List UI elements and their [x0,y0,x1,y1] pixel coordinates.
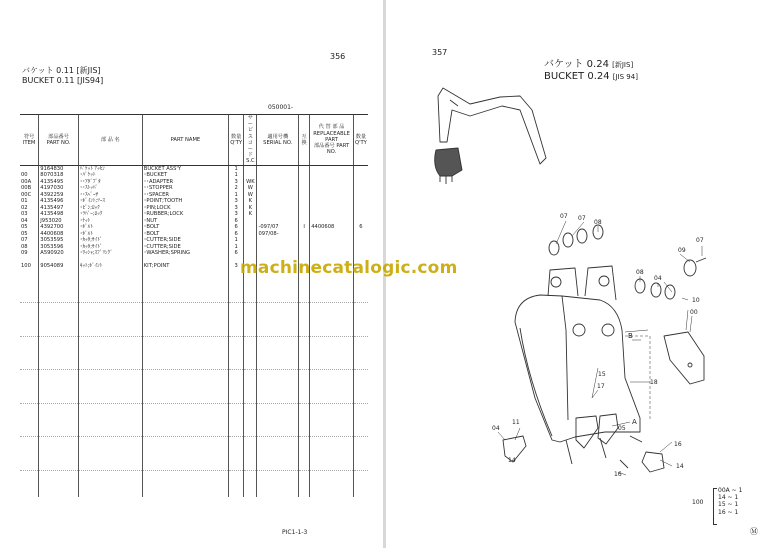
col-replaceable-qty: 数量 Q'TY [353,115,368,166]
corner-mark: Ⓜ [750,527,758,536]
cell-pno: 9164830 [39,165,79,172]
kit-composition: 100 [692,499,704,506]
left-page-footer: PIC1-1-3 [282,529,308,536]
reference-letter: A [632,418,637,426]
callout-label: 16 [674,441,682,448]
right-page-title-en: BUCKET 0.24 [JIS 94] [544,71,638,82]
cell-sym: 01 [21,198,28,205]
cell-jp: ･ﾜｯｼｬ;ｽﾌﾟﾘﾝｸﾞ [78,250,142,257]
col-interchange: 互換 [299,115,310,166]
cell-qty: 3 [229,179,244,186]
col-part-no: 部品番号 PART NO. [39,115,79,166]
callout-label: 07 [696,237,704,244]
cell-en: ･BOLT [142,231,228,238]
cell-pno: 4392259 [39,192,79,199]
cell-qty: 3 [229,263,244,270]
left-page-title-jp: バケット 0.11 [新JIS] [22,66,101,75]
pin-washers [549,225,706,299]
callout-label: 18 [650,379,658,386]
cell-en: ･POINT;TOOTH [142,198,228,205]
callout-label: 15 [598,371,606,378]
cell-qty: 1 [229,192,244,199]
kit-brace [713,488,717,525]
serial-header: 050001- [268,104,294,111]
right-page-title-jp: バケット 0.24 [新JIS] [544,59,634,70]
cell-qty: 1 [229,172,244,179]
callout-label: 05 [618,425,626,432]
cell-sym: 100 [21,263,31,270]
cell-pno: A590920 [39,250,79,257]
cell-pno: 4135495 [39,179,79,186]
cell-jp: ･ﾋﾟﾝ;ﾛｯｸ [78,205,142,212]
callout-label: 07 [560,213,568,220]
cell-en: ･NUT [142,218,228,225]
cell-pno: J953020 [39,218,79,225]
kit-lines: 00A ~ 1 14 ~ 1 15 ~ 1 16 ~ 1 [718,487,743,516]
cell-sym: 00C [21,191,32,198]
col-part-name: PART NAME [142,115,228,166]
cell-sym: 00 [21,172,28,179]
callout-label: 11 [512,419,520,426]
cell-pno: 4135498 [39,211,79,218]
callout-label: 17 [597,383,605,390]
cell-sc: K [244,198,257,205]
col-qty: 数量 Q'TY [229,115,244,166]
cell-jp: ･ﾎﾟｲﾝﾄ;ﾂｰｽ [78,198,142,205]
cell-qty: 3 [229,205,244,212]
callout-label: 07 [578,215,586,222]
cell-jp: ･･ｽﾄｯﾊﾟ [78,185,142,192]
cell-rq: 6 [353,224,368,231]
cell-qty: 3 [229,211,244,218]
cell-jp: ･ﾎﾞﾙﾄ [78,231,142,238]
cell-qty: 6 [229,250,244,257]
callout-label: 04 [492,425,500,432]
cell-qty: 1 [229,165,244,172]
cell-en: KIT;POINT [142,263,228,270]
cell-en: BUCKET ASS'Y [142,165,228,172]
cell-en: ･CUTTER;SIDE [142,244,228,251]
watermark-text: machinecatalogic.com [240,258,458,278]
cell-en: ･BUCKET [142,172,228,179]
cell-jp: ･･ｱﾀﾞﾌﾟﾀ [78,179,142,186]
reference-letter: B [628,332,633,340]
col-serial: 適用号機 SERIAL NO. [257,115,299,166]
cell-en: ･RUBBER;LOCK [142,211,228,218]
callout-label: 08 [636,269,644,276]
cell-jp: ･ﾊﾞｹｯﾄ [78,172,142,179]
cell-pno: 4197030 [39,185,79,192]
col-name-jp: 部 品 名 [78,115,142,166]
cell-jp: ｷｯﾄ;ﾎﾟｲﾝﾄ [78,263,142,270]
cell-ser: 097/08- [257,231,299,238]
cell-pno: 4392700 [39,224,79,231]
cell-en: ･BOLT [142,224,228,231]
cell-en: ･WASHER;SPRING [142,250,228,257]
bucket-body [515,266,640,442]
callout-label: 08 [594,219,602,226]
cell-sc: K [244,211,257,218]
cell-jp: ･ｶｯﾀ;ｻｲﾄﾞ [78,237,142,244]
cell-sym: 03 [21,211,28,218]
callout-label: 14 [676,463,684,470]
cell-jp: ･ﾗﾊﾞｰ;ﾛｯｸ [78,211,142,218]
callout-label: 04 [654,275,662,282]
cell-sc: W [244,192,257,199]
cell-pno: 4135497 [39,205,79,212]
cell-qty: 6 [229,224,244,231]
cell-sym: 07 [21,237,28,244]
cell-en: ･･STOPPER [142,185,228,192]
cell-ser: -097/07 [257,224,299,231]
right-page-number: 357 [432,48,448,57]
cell-en: ･･SPACER [142,192,228,199]
cell-sc: K [244,205,257,212]
col-item: 符号 ITEM [20,115,39,166]
cell-en: ･･ADAPTER [142,179,228,186]
cell-sym: 05 [21,224,28,231]
col-service-code: サービスコード S.C [244,115,257,166]
cell-sc: W [244,185,257,192]
cell-sym: 08 [21,243,28,250]
cell-pno: 3053596 [39,244,79,251]
cell-pno: 3053595 [39,237,79,244]
cell-en: ･CUTTER;SIDE [142,237,228,244]
cell-qty: 3 [229,198,244,205]
cell-jp: ﾊﾞｹｯﾄ ｱｯｾﾝ [78,165,142,172]
cell-sym: 02 [21,204,28,211]
cell-rp: 4400608 [310,224,354,231]
cell-jp: ･ﾅｯﾄ [78,218,142,225]
cell-sym: 09 [21,250,28,257]
cell-en: ･PIN;LOCK [142,205,228,212]
cell-pno: 4400608 [39,231,79,238]
cell-qty: 6 [229,231,244,238]
cell-qty: 1 [229,244,244,251]
left-page-title-en: BUCKET 0.11 [JIS94] [22,76,104,85]
cell-sym: 00A [21,178,32,185]
cell-sc: WK [244,179,257,186]
cell-sym: 04 [21,217,28,224]
cell-jp: ･ｶｯﾀ;ｻｲﾄﾞ [78,244,142,251]
callout-label: 09 [678,247,686,254]
callout-label: 10 [692,297,700,304]
cell-qty: 2 [229,185,244,192]
callout-label: 14 [508,457,516,464]
cell-sym: 05 [21,230,28,237]
side-cutter [664,332,704,384]
cell-jp: ･･ｽﾍﾟｰｻ [78,192,142,199]
left-page-number: 356 [330,52,346,61]
cell-pno: 9054089 [39,263,79,270]
col-replaceable: 代 替 部 品 REPLACEABLE PART 部品番号 PART NO. [310,115,354,166]
callout-label: 00 [690,309,698,316]
cell-ch: I [299,224,310,231]
cell-qty: 1 [229,237,244,244]
excavator-arm-thumbnail [435,88,546,184]
callout-label: 16 [614,471,622,478]
cell-jp: ･ﾎﾞﾙﾄ [78,224,142,231]
cell-pno: 8070318 [39,172,79,179]
cell-pno: 4135496 [39,198,79,205]
cell-qty: 6 [229,218,244,225]
cell-sym: 00B [21,185,32,192]
